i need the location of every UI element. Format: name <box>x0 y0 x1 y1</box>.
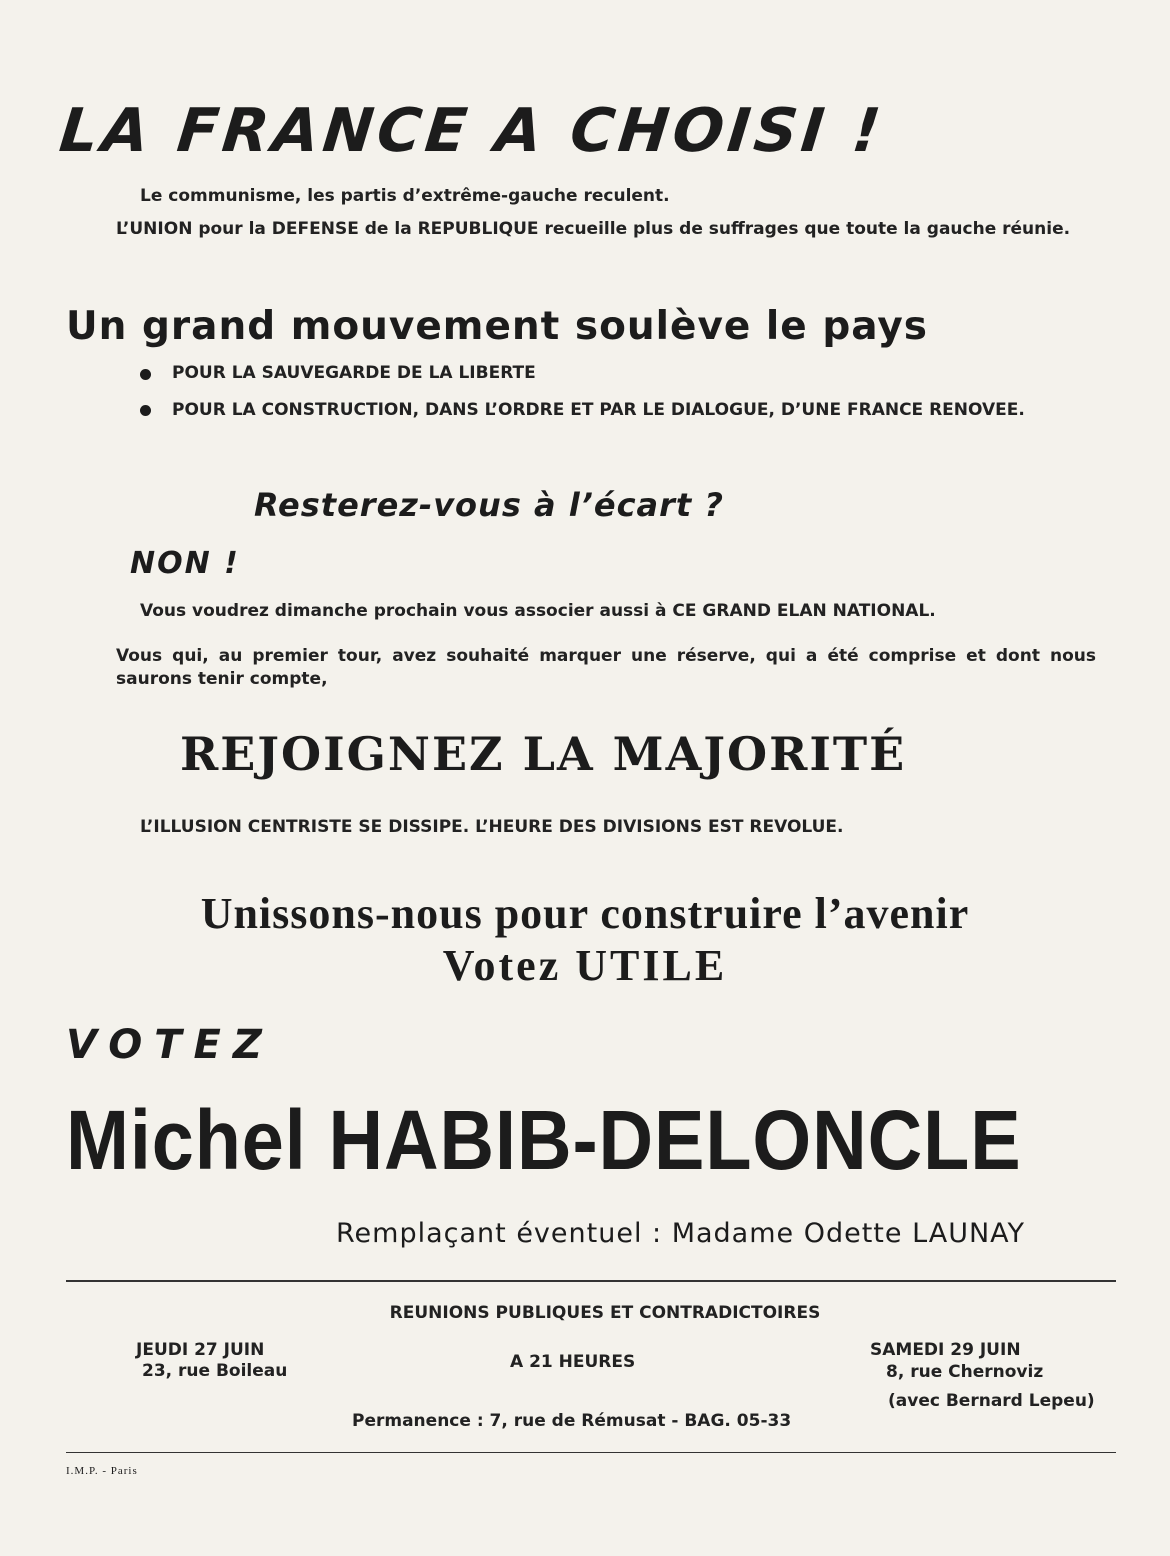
answer: NON ! <box>130 546 240 581</box>
meeting-time: A 21 HEURES <box>510 1352 636 1372</box>
appeal-line-1: Vous voudrez dimanche prochain vous associer aussi à CE GRAND ELAN NATIONAL. <box>140 601 936 621</box>
divider <box>66 1280 1116 1282</box>
rejoin-heading: REJOIGNEZ LA MAJORITÉ <box>180 727 907 781</box>
meeting-left-date: JEUDI 27 JUIN <box>136 1340 265 1360</box>
intro-line-2: L’UNION pour la DEFENSE de la REPUBLIQUE recueille plus de suffrages que toute la gauche réunie. <box>116 219 1071 239</box>
vote-label: VOTEZ <box>66 1022 274 1068</box>
unite-line-2: Votez UTILE <box>442 941 728 990</box>
unite-line-1: Unissons-nous pour construire l’avenir <box>200 889 970 938</box>
illusion-line: L’ILLUSION CENTRISTE SE DISSIPE. L’HEURE DES DIVISIONS EST REVOLUE. <box>140 817 844 837</box>
substitute: Remplaçant éventuel : Madame Odette LAUNAY <box>336 1218 1026 1249</box>
bullet-1: POUR LA SAUVEGARDE DE LA LIBERTE <box>172 363 536 383</box>
divider <box>66 1452 1116 1453</box>
headline: LA FRANCE A CHOISI ! <box>56 96 888 166</box>
meeting-right-date: SAMEDI 29 JUIN <box>870 1340 1021 1360</box>
meeting-right-note: (avec Bernard Lepeu) <box>888 1391 1095 1411</box>
bullet-icon <box>140 369 151 380</box>
question: Resterez-vous à l’écart ? <box>254 486 724 524</box>
bullet-2: POUR LA CONSTRUCTION, DANS L’ORDRE ET PAR LE DIALOGUE, D’UNE FRANCE RENOVEE. <box>172 400 1025 420</box>
movement-title: Un grand mouvement soulève le pays <box>66 304 928 349</box>
meeting-left-address: 23, rue Boileau <box>142 1361 288 1381</box>
candidate-name: Michel HABIB-DELONCLE <box>66 1093 1022 1187</box>
meeting-right-address: 8, rue Chernoviz <box>886 1362 1044 1382</box>
meetings-title: REUNIONS PUBLIQUES ET CONTRADICTOIRES <box>389 1303 821 1323</box>
appeal-line-2: Vous qui, au premier tour, avez souhaité marquer une réserve, qui a été comprise et dont nous saurons tenir compte, <box>116 646 1096 689</box>
printer-credit: I.M.P. - Paris <box>66 1465 138 1477</box>
intro-line-1: Le communisme, les partis d’extrême-gauche reculent. <box>140 186 670 206</box>
bullet-icon <box>140 405 151 416</box>
office-address: Permanence : 7, rue de Rémusat - BAG. 05-33 <box>352 1411 792 1431</box>
